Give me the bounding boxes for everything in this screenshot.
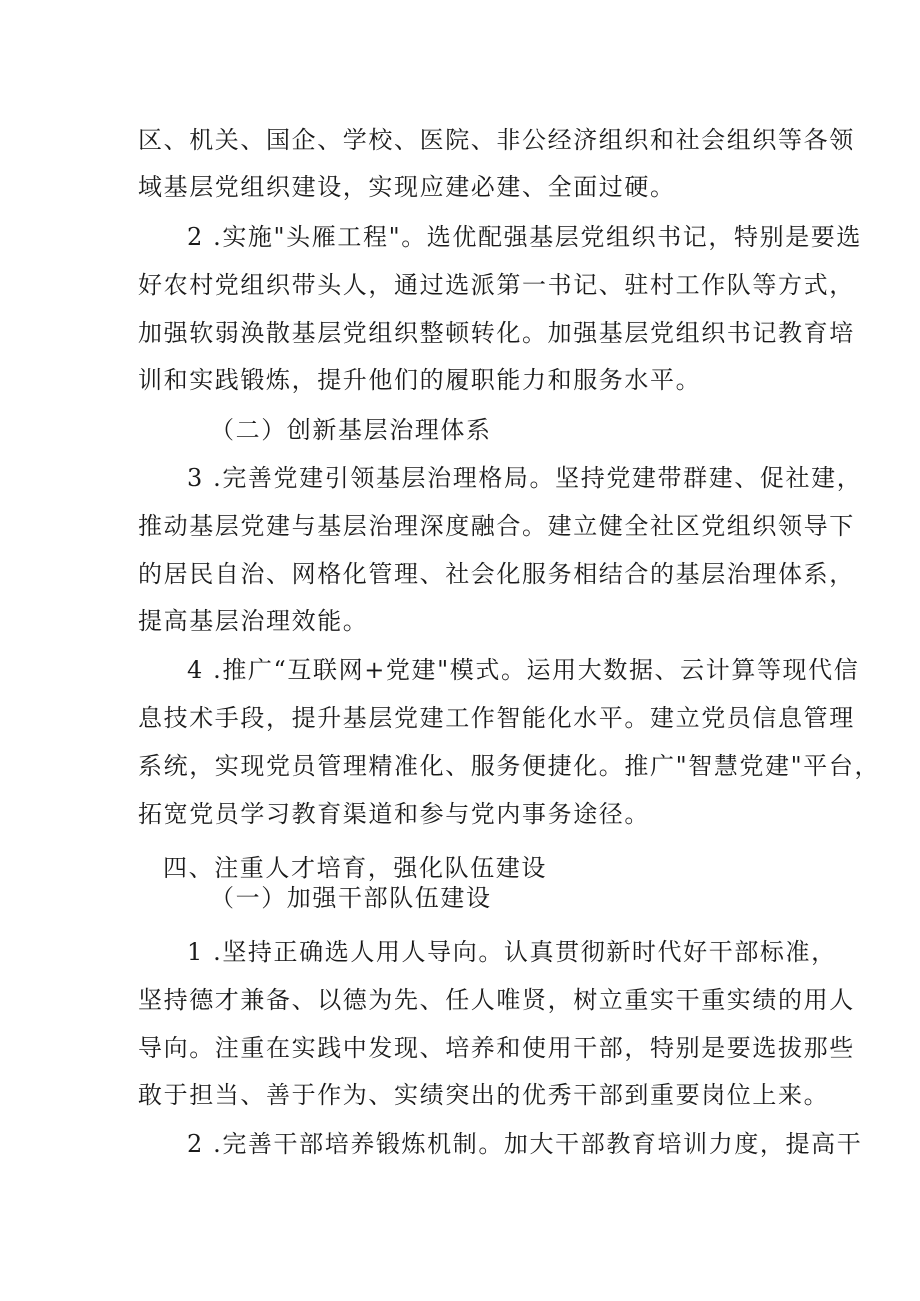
section-subheading: （一）加强干部队伍建设 [210, 884, 492, 912]
numbered-item-2-line: 2 .实施"头雁工程"。选优配强基层党组织书记，特别是要选 [187, 223, 863, 251]
paragraph-line: 敢于担当、善于作为、实绩突出的优秀干部到重要岗位上来。 [138, 1081, 830, 1109]
paragraph-line: 的居民自治、网格化管理、社会化服务相结合的基层治理体系， [138, 560, 855, 588]
paragraph-line: 训和实践锻炼，提升他们的履职能力和服务水平。 [138, 366, 702, 394]
numbered-item-1-line: 1 .坚持正确选人用人导向。认真贯彻新时代好干部标准， [187, 938, 837, 966]
paragraph-line: 系统，实现党员管理精准化、服务便捷化。推广"智慧党建"平台， [138, 752, 881, 780]
numbered-item-2-line: 2 .完善干部培养锻炼机制。加大干部教育培训力度，提高干 [187, 1130, 863, 1158]
paragraph-line: 导向。注重在实践中发现、培养和使用干部，特别是要选拔那些 [138, 1034, 855, 1062]
paragraph-line: 加强软弱涣散基层党组织整顿转化。加强基层党组织书记教育培 [138, 319, 855, 347]
section-heading: 四、注重人才培育，强化队伍建设 [163, 854, 547, 882]
numbered-item-4-line: 4 .推广“互联网+党建"模式。运用大数据、云计算等现代信 [187, 656, 860, 684]
paragraph-line: 拓宽党员学习教育渠道和参与党内事务途径。 [138, 800, 650, 828]
paragraph-line: 提高基层治理效能。 [138, 607, 369, 635]
paragraph-line: 区、机关、国企、学校、医院、非公经济组织和社会组织等各领 [138, 126, 855, 154]
paragraph-line: 推动基层党建与基层治理深度融合。建立健全社区党组织领导下 [138, 512, 855, 540]
numbered-item-3-line: 3 .完善党建引领基层治理格局。坚持党建带群建、促社建， [187, 464, 863, 492]
paragraph-line: 域基层党组织建设，实现应建必建、全面过硬。 [138, 173, 676, 201]
paragraph-line: 好农村党组织带头人，通过选派第一书记、驻村工作队等方式， [138, 271, 855, 299]
section-subheading: （二）创新基层治理体系 [210, 416, 492, 444]
paragraph-line: 坚持德才兼备、以德为先、任人唯贤，树立重实干重实绩的用人 [138, 986, 855, 1014]
paragraph-line: 息技术手段，提升基层党建工作智能化水平。建立党员信息管理 [138, 704, 855, 732]
